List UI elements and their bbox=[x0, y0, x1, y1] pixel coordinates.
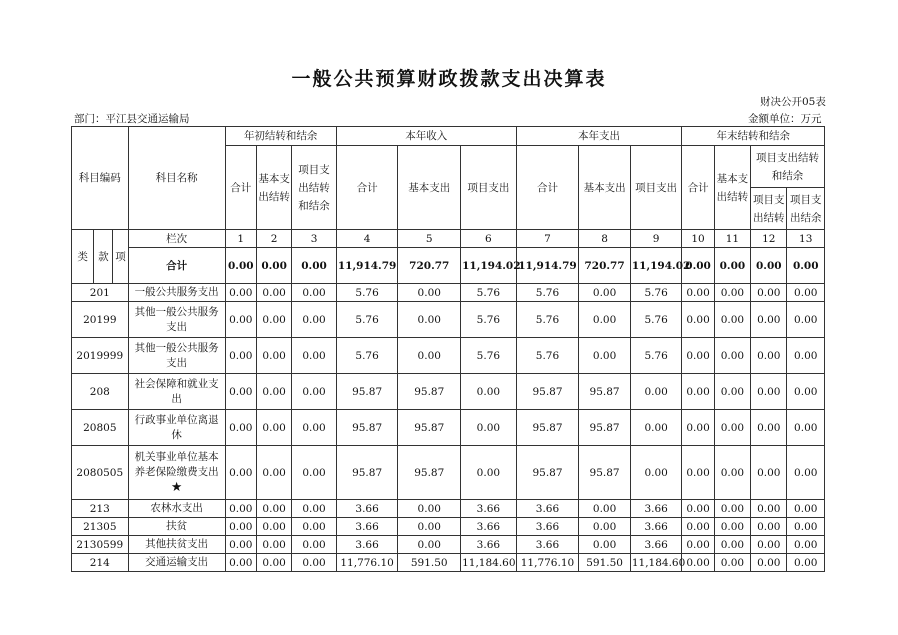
value-cell: 0.00 bbox=[787, 410, 825, 446]
total-cell: 0.00 bbox=[787, 248, 825, 284]
department-label: 部门：平江县交通运输局 bbox=[74, 113, 190, 125]
value-cell: 0.00 bbox=[714, 536, 750, 554]
label-xiang: 项 bbox=[113, 230, 128, 284]
value-cell: 0.00 bbox=[225, 374, 256, 410]
value-cell: 0.00 bbox=[714, 338, 750, 374]
value-cell: 5.76 bbox=[516, 284, 579, 302]
value-cell: 0.00 bbox=[787, 446, 825, 500]
subject-code: 201 bbox=[72, 284, 129, 302]
value-cell: 0.00 bbox=[292, 302, 336, 338]
value-cell: 0.00 bbox=[292, 374, 336, 410]
header-start-basic: 基本支出结转 bbox=[256, 146, 291, 230]
value-cell: 0.00 bbox=[682, 536, 714, 554]
value-cell: 0.00 bbox=[714, 446, 750, 500]
value-cell: 3.66 bbox=[461, 518, 517, 536]
value-cell: 95.87 bbox=[336, 374, 398, 410]
value-cell: 0.00 bbox=[751, 536, 787, 554]
subject-name: 一般公共服务支出 bbox=[128, 284, 225, 302]
value-cell: 0.00 bbox=[787, 284, 825, 302]
header-code: 科目编码 bbox=[72, 127, 129, 230]
header-group-end: 年末结转和结余 bbox=[682, 127, 825, 146]
value-cell: 0.00 bbox=[256, 518, 291, 536]
column-number: 6 bbox=[461, 230, 517, 248]
table-row bbox=[72, 302, 825, 338]
value-cell: 0.00 bbox=[225, 284, 256, 302]
column-number: 3 bbox=[292, 230, 336, 248]
value-cell: 0.00 bbox=[787, 302, 825, 338]
header-start-total: 合计 bbox=[225, 146, 256, 230]
subject-name: 机关事业单位基本养老保险缴费支出★ bbox=[128, 446, 225, 500]
total-cell: 0.00 bbox=[714, 248, 750, 284]
value-cell: 95.87 bbox=[579, 374, 631, 410]
value-cell: 95.87 bbox=[516, 410, 579, 446]
subject-code: 20199 bbox=[72, 302, 129, 338]
value-cell: 95.87 bbox=[336, 410, 398, 446]
total-cell: 0.00 bbox=[256, 248, 291, 284]
total-cell: 11,194.02 bbox=[461, 248, 517, 284]
total-cell: 11,914.79 bbox=[336, 248, 398, 284]
value-cell: 0.00 bbox=[579, 284, 631, 302]
header-end-basic: 基本支出结转 bbox=[714, 146, 750, 230]
value-cell: 0.00 bbox=[714, 410, 750, 446]
value-cell: 95.87 bbox=[516, 446, 579, 500]
value-cell: 591.50 bbox=[579, 554, 631, 572]
value-cell: 95.87 bbox=[579, 410, 631, 446]
value-cell: 11,776.10 bbox=[336, 554, 398, 572]
value-cell: 0.00 bbox=[256, 446, 291, 500]
subject-code: 214 bbox=[72, 554, 129, 572]
subject-name: 农林水支出 bbox=[128, 500, 225, 518]
value-cell: 0.00 bbox=[787, 518, 825, 536]
value-cell: 0.00 bbox=[682, 518, 714, 536]
header-end-project-balance: 项目支出结余 bbox=[787, 188, 825, 230]
value-cell: 5.76 bbox=[461, 284, 517, 302]
subject-name: 社会保障和就业支出 bbox=[128, 374, 225, 410]
value-cell: 5.76 bbox=[630, 284, 682, 302]
table-row bbox=[72, 338, 825, 374]
value-cell: 5.76 bbox=[461, 302, 517, 338]
value-cell: 0.00 bbox=[461, 446, 517, 500]
value-cell: 0.00 bbox=[682, 302, 714, 338]
value-cell: 5.76 bbox=[630, 338, 682, 374]
value-cell: 5.76 bbox=[461, 338, 517, 374]
value-cell: 0.00 bbox=[714, 302, 750, 338]
value-cell: 0.00 bbox=[682, 410, 714, 446]
value-cell: 0.00 bbox=[579, 302, 631, 338]
value-cell: 0.00 bbox=[256, 536, 291, 554]
value-cell: 5.76 bbox=[516, 338, 579, 374]
value-cell: 5.76 bbox=[336, 284, 398, 302]
value-cell: 0.00 bbox=[751, 284, 787, 302]
value-cell: 3.66 bbox=[336, 518, 398, 536]
value-cell: 0.00 bbox=[630, 410, 682, 446]
header-group-start: 年初结转和结余 bbox=[225, 127, 336, 146]
value-cell: 5.76 bbox=[336, 302, 398, 338]
value-cell: 95.87 bbox=[579, 446, 631, 500]
value-cell: 0.00 bbox=[751, 410, 787, 446]
header-start-project: 项目支出结转和结余 bbox=[292, 146, 336, 230]
value-cell: 95.87 bbox=[398, 374, 461, 410]
column-number: 8 bbox=[579, 230, 631, 248]
value-cell: 95.87 bbox=[398, 410, 461, 446]
column-number: 11 bbox=[714, 230, 750, 248]
value-cell: 5.76 bbox=[630, 302, 682, 338]
value-cell: 95.87 bbox=[336, 446, 398, 500]
value-cell: 3.66 bbox=[336, 536, 398, 554]
value-cell: 0.00 bbox=[225, 446, 256, 500]
value-cell: 0.00 bbox=[398, 536, 461, 554]
value-cell: 11,776.10 bbox=[516, 554, 579, 572]
subject-name: 其他一般公共服务支出 bbox=[128, 302, 225, 338]
subject-name: 扶贫 bbox=[128, 518, 225, 536]
value-cell: 0.00 bbox=[682, 554, 714, 572]
value-cell: 591.50 bbox=[398, 554, 461, 572]
value-cell: 0.00 bbox=[256, 338, 291, 374]
total-cell: 11,914.79 bbox=[516, 248, 579, 284]
value-cell: 11,184.60 bbox=[630, 554, 682, 572]
value-cell: 0.00 bbox=[751, 302, 787, 338]
value-cell: 0.00 bbox=[751, 500, 787, 518]
value-cell: 11,184.60 bbox=[461, 554, 517, 572]
value-cell: 0.00 bbox=[714, 518, 750, 536]
column-number: 7 bbox=[516, 230, 579, 248]
value-cell: 0.00 bbox=[225, 338, 256, 374]
column-number: 10 bbox=[682, 230, 714, 248]
total-cell: 0.00 bbox=[225, 248, 256, 284]
header-expense-basic: 基本支出 bbox=[579, 146, 631, 230]
value-cell: 95.87 bbox=[398, 446, 461, 500]
subject-code: 2019999 bbox=[72, 338, 129, 374]
value-cell: 0.00 bbox=[714, 500, 750, 518]
value-cell: 0.00 bbox=[682, 500, 714, 518]
value-cell: 0.00 bbox=[579, 500, 631, 518]
value-cell: 5.76 bbox=[336, 338, 398, 374]
value-cell: 0.00 bbox=[256, 554, 291, 572]
table-row bbox=[72, 536, 825, 554]
value-cell: 0.00 bbox=[256, 500, 291, 518]
value-cell: 0.00 bbox=[256, 410, 291, 446]
subject-code: 2130599 bbox=[72, 536, 129, 554]
value-cell: 0.00 bbox=[630, 374, 682, 410]
expenditure-table bbox=[71, 126, 825, 572]
table-row bbox=[72, 284, 825, 302]
value-cell: 0.00 bbox=[787, 500, 825, 518]
total-cell: 0.00 bbox=[682, 248, 714, 284]
column-number: 2 bbox=[256, 230, 291, 248]
subject-name: 其他扶贫支出 bbox=[128, 536, 225, 554]
value-cell: 0.00 bbox=[292, 410, 336, 446]
header-end-project-carry: 项目支出结转 bbox=[751, 188, 787, 230]
header-expense-project: 项目支出 bbox=[630, 146, 682, 230]
subject-code: 213 bbox=[72, 500, 129, 518]
total-cell: 0.00 bbox=[751, 248, 787, 284]
subject-name: 交通运输支出 bbox=[128, 554, 225, 572]
value-cell: 0.00 bbox=[787, 554, 825, 572]
value-cell: 0.00 bbox=[398, 302, 461, 338]
header-income-total: 合计 bbox=[336, 146, 398, 230]
value-cell: 0.00 bbox=[256, 302, 291, 338]
value-cell: 0.00 bbox=[225, 500, 256, 518]
value-cell: 95.87 bbox=[516, 374, 579, 410]
value-cell: 0.00 bbox=[292, 338, 336, 374]
value-cell: 0.00 bbox=[787, 374, 825, 410]
value-cell: 0.00 bbox=[787, 338, 825, 374]
value-cell: 0.00 bbox=[751, 446, 787, 500]
header-end-total: 合计 bbox=[682, 146, 714, 230]
value-cell: 0.00 bbox=[292, 284, 336, 302]
unit-label: 金额单位：万元 bbox=[748, 113, 822, 125]
value-cell: 0.00 bbox=[398, 518, 461, 536]
label-kuan: 款 bbox=[94, 230, 113, 284]
value-cell: 0.00 bbox=[398, 500, 461, 518]
value-cell: 3.66 bbox=[516, 500, 579, 518]
value-cell: 3.66 bbox=[461, 536, 517, 554]
value-cell: 0.00 bbox=[714, 374, 750, 410]
value-cell: 0.00 bbox=[579, 536, 631, 554]
value-cell: 3.66 bbox=[630, 500, 682, 518]
value-cell: 0.00 bbox=[461, 410, 517, 446]
value-cell: 3.66 bbox=[516, 518, 579, 536]
column-number: 4 bbox=[336, 230, 398, 248]
table-row bbox=[72, 410, 825, 446]
label-total: 合计 bbox=[128, 248, 225, 284]
header-end-project-group: 项目支出结转和结余 bbox=[751, 146, 825, 188]
label-lei: 类 bbox=[72, 230, 94, 284]
table-row bbox=[72, 500, 825, 518]
value-cell: 0.00 bbox=[751, 374, 787, 410]
subject-name: 行政事业单位离退休 bbox=[128, 410, 225, 446]
value-cell: 0.00 bbox=[714, 284, 750, 302]
value-cell: 0.00 bbox=[579, 338, 631, 374]
total-cell: 0.00 bbox=[292, 248, 336, 284]
form-code: 财决公开05表 bbox=[760, 96, 826, 108]
value-cell: 0.00 bbox=[579, 518, 631, 536]
value-cell: 3.66 bbox=[461, 500, 517, 518]
value-cell: 0.00 bbox=[682, 338, 714, 374]
value-cell: 0.00 bbox=[714, 554, 750, 572]
total-cell: 720.77 bbox=[398, 248, 461, 284]
page-title: 一般公共预算财政拨款支出决算表 bbox=[291, 68, 607, 90]
value-cell: 3.66 bbox=[630, 518, 682, 536]
column-number: 5 bbox=[398, 230, 461, 248]
value-cell: 5.76 bbox=[516, 302, 579, 338]
value-cell: 0.00 bbox=[682, 284, 714, 302]
value-cell: 0.00 bbox=[292, 518, 336, 536]
value-cell: 0.00 bbox=[682, 446, 714, 500]
header-group-income: 本年收入 bbox=[336, 127, 516, 146]
value-cell: 0.00 bbox=[751, 554, 787, 572]
subject-code: 2080505 bbox=[72, 446, 129, 500]
value-cell: 0.00 bbox=[292, 500, 336, 518]
value-cell: 0.00 bbox=[256, 374, 291, 410]
subject-code: 21305 bbox=[72, 518, 129, 536]
subject-code: 208 bbox=[72, 374, 129, 410]
table-row bbox=[72, 446, 825, 500]
value-cell: 3.66 bbox=[516, 536, 579, 554]
header-group-expense: 本年支出 bbox=[516, 127, 682, 146]
value-cell: 0.00 bbox=[225, 554, 256, 572]
subject-name: 其他一般公共服务支出 bbox=[128, 338, 225, 374]
total-cell: 11,194.02 bbox=[630, 248, 682, 284]
subject-code: 20805 bbox=[72, 410, 129, 446]
value-cell: 0.00 bbox=[751, 338, 787, 374]
column-number: 9 bbox=[630, 230, 682, 248]
value-cell: 0.00 bbox=[398, 284, 461, 302]
column-number: 12 bbox=[751, 230, 787, 248]
value-cell: 0.00 bbox=[292, 554, 336, 572]
column-number: 13 bbox=[787, 230, 825, 248]
total-cell: 720.77 bbox=[579, 248, 631, 284]
value-cell: 3.66 bbox=[336, 500, 398, 518]
value-cell: 0.00 bbox=[225, 518, 256, 536]
header-income-project: 项目支出 bbox=[461, 146, 517, 230]
value-cell: 0.00 bbox=[292, 536, 336, 554]
header-name: 科目名称 bbox=[128, 127, 225, 230]
header-expense-total: 合计 bbox=[516, 146, 579, 230]
value-cell: 3.66 bbox=[630, 536, 682, 554]
value-cell: 0.00 bbox=[225, 410, 256, 446]
value-cell: 0.00 bbox=[461, 374, 517, 410]
label-lanci: 栏次 bbox=[128, 230, 225, 248]
table-row bbox=[72, 518, 825, 536]
table-row bbox=[72, 554, 825, 572]
value-cell: 0.00 bbox=[682, 374, 714, 410]
column-number: 1 bbox=[225, 230, 256, 248]
header-income-basic: 基本支出 bbox=[398, 146, 461, 230]
table-row bbox=[72, 374, 825, 410]
value-cell: 0.00 bbox=[630, 446, 682, 500]
value-cell: 0.00 bbox=[256, 284, 291, 302]
value-cell: 0.00 bbox=[398, 338, 461, 374]
value-cell: 0.00 bbox=[751, 518, 787, 536]
value-cell: 0.00 bbox=[225, 302, 256, 338]
value-cell: 0.00 bbox=[225, 536, 256, 554]
value-cell: 0.00 bbox=[292, 446, 336, 500]
value-cell: 0.00 bbox=[787, 536, 825, 554]
